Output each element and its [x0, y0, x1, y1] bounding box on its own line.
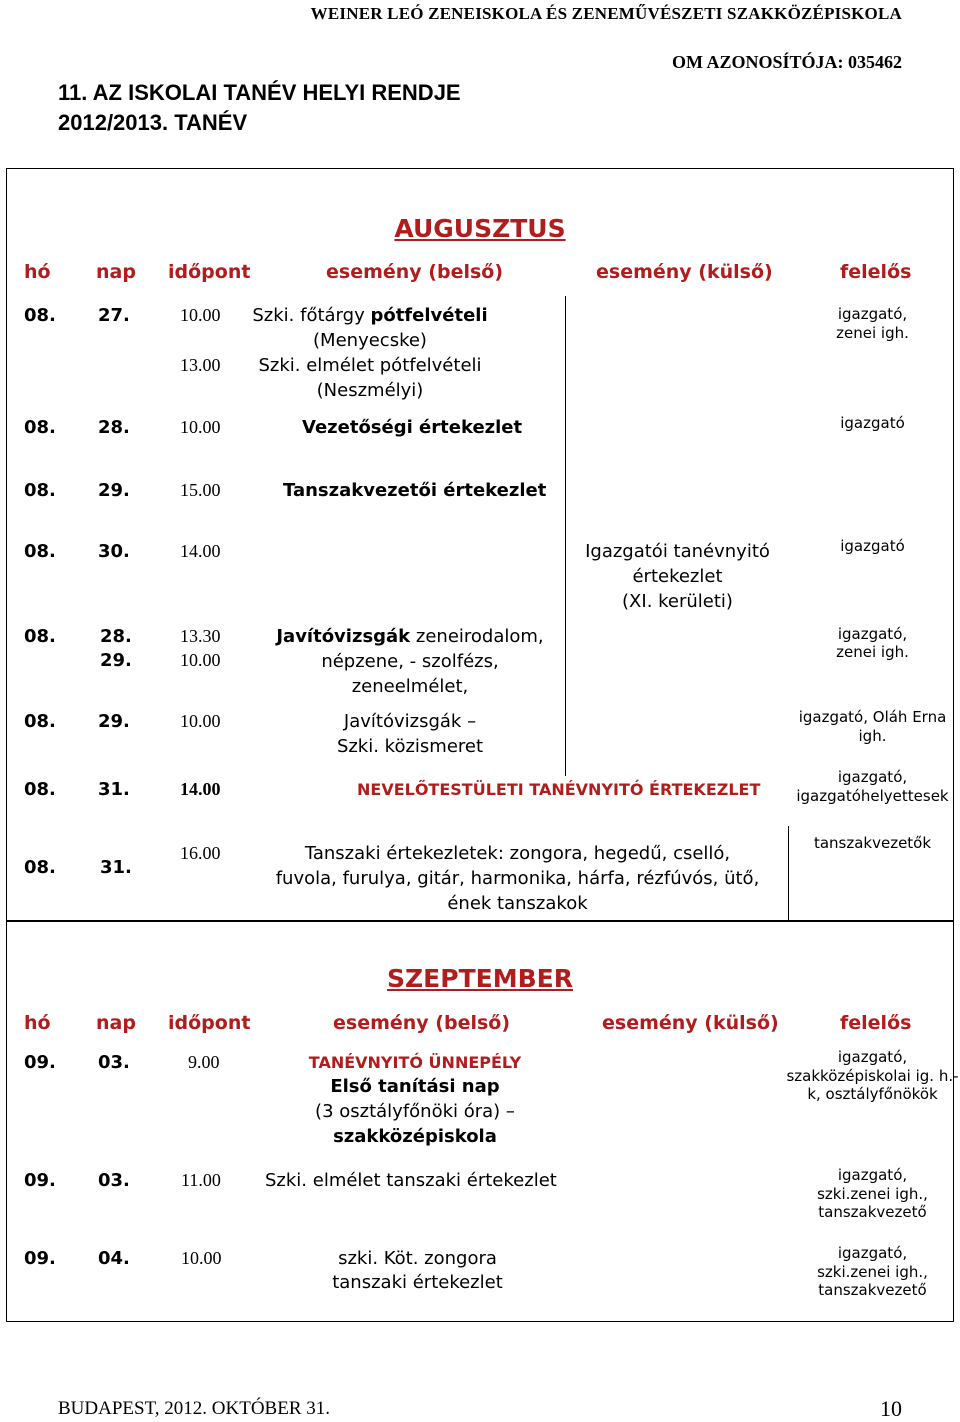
- cell-belso: [250, 303, 490, 328]
- cell-belso: zeneelmélet,: [351, 676, 469, 697]
- cell-felelos: igazgató,: [837, 1166, 908, 1184]
- cell-ho: 08.: [24, 779, 56, 800]
- cell-ho: 08.: [24, 417, 56, 438]
- cell-felelos: igazgató,: [837, 305, 908, 323]
- cell-belso: (3 osztályfőnöki óra) –: [315, 1101, 515, 1122]
- cell-ido: 15.00: [180, 480, 221, 500]
- cell-nap: 29.: [98, 480, 130, 501]
- cell-text: zeneirodalom,: [410, 626, 544, 647]
- cell-ho: 08.: [24, 626, 56, 647]
- cell-nap: 29.: [98, 711, 130, 732]
- col-header-ho: hó: [24, 261, 51, 283]
- col-header-felelos: felelős: [840, 1012, 912, 1034]
- cell-felelos: igh.: [858, 727, 887, 745]
- cell-belso: Első tanítási nap: [330, 1076, 500, 1097]
- cell-felelos: szki.zenei igh.,: [817, 1185, 928, 1203]
- col-header-felelos: felelős: [840, 261, 912, 283]
- column-divider: [565, 296, 566, 776]
- cell-kulso: Igazgatói tanévnyitó: [585, 541, 770, 562]
- cell-ido: 11.00: [181, 1170, 221, 1190]
- cell-nap: 28.: [100, 626, 132, 647]
- cell-ho: 09.: [24, 1052, 56, 1073]
- cell-felelos: tanszakvezető: [818, 1281, 927, 1299]
- cell-nap: 31.: [98, 779, 130, 800]
- cell-belso: TANÉVNYITÓ ÜNNEPÉLY: [308, 1053, 522, 1072]
- cell-belso: Tanszakvezetői értekezlet: [283, 480, 547, 501]
- cell-felelos: szakközépiskolai ig. h.-: [786, 1067, 959, 1085]
- cell-ho: 08.: [24, 541, 56, 562]
- cell-felelos: igazgató, Oláh Erna: [798, 708, 947, 726]
- cell-nap: 27.: [98, 305, 130, 326]
- col-header-belso: esemény (belső): [333, 1012, 511, 1034]
- cell-ido: 10.00: [181, 1248, 222, 1268]
- cell-nap: 31.: [100, 857, 132, 878]
- cell-felelos: igazgató: [840, 537, 905, 555]
- cell-nap: 03.: [98, 1052, 130, 1073]
- cell-ido: 13.00: [180, 355, 221, 375]
- cell-belso: népzene, - szolfézs,: [321, 651, 499, 672]
- cell-felelos: zenei igh.: [836, 324, 909, 342]
- cell-belso: Szki. elmélet tanszaki értekezlet: [265, 1170, 557, 1191]
- cell-nap: 29.: [100, 650, 132, 671]
- cell-nap: 30.: [98, 541, 130, 562]
- cell-kulso: értekezlet: [632, 566, 723, 587]
- page-subtitle: 2012/2013. TANÉV: [58, 110, 248, 135]
- cell-ho: 09.: [24, 1170, 56, 1191]
- cell-belso: Szki. közismeret: [336, 736, 484, 757]
- col-header-nap: nap: [96, 1012, 136, 1034]
- cell-belso: szakközépiskola: [333, 1126, 497, 1147]
- cell-belso: Vezetőségi értekezlet: [302, 417, 523, 438]
- om-id: [672, 52, 902, 73]
- page-number: 10: [880, 1396, 902, 1421]
- cell-belso: (Neszmélyi): [316, 380, 424, 401]
- cell-felelos: igazgató,: [837, 625, 908, 643]
- cell-ido: 14.00: [180, 779, 221, 799]
- cell-kulso: (XI. kerületi): [622, 591, 733, 612]
- cell-belso: Tanszaki értekezletek: zongora, hegedű, cselló,: [304, 843, 731, 864]
- cell-belso: tanszaki értekezlet: [332, 1272, 503, 1293]
- month-title-august: AUGUSZTUS: [394, 214, 566, 243]
- om-label: OM AZONOSÍTÓJA:: [671, 52, 844, 72]
- school-name: WEINER LEÓ ZENEISKOLA ÉS ZENEMŰVÉSZETI SZAKKÖZÉPISKOLA: [310, 4, 902, 23]
- cell-felelos: k, osztályfőnökök: [807, 1085, 938, 1103]
- footer-text: BUDAPEST, 2012. OKTÓBER 31.: [58, 1398, 330, 1419]
- cell-ho: 08.: [24, 711, 56, 732]
- cell-belso: NEVELŐTESTÜLETI TANÉVNYITÓ ÉRTEKEZLET: [357, 780, 761, 799]
- cell-belso: ének tanszakok: [447, 893, 588, 914]
- col-header-idopont: időpont: [168, 261, 251, 283]
- om-number: 035462: [848, 52, 902, 72]
- cell-ido: 13.30: [180, 626, 221, 646]
- col-header-ho: hó: [24, 1012, 51, 1034]
- col-header-kulso: esemény (külső): [602, 1012, 779, 1034]
- cell-ido: 14.00: [180, 541, 221, 561]
- col-header-kulso: esemény (külső): [596, 261, 773, 283]
- cell-nap: 28.: [98, 417, 130, 438]
- cell-ho: 09.: [24, 1248, 56, 1269]
- cell-belso: (Menyecske): [313, 330, 427, 351]
- col-header-idopont: időpont: [168, 1012, 251, 1034]
- cell-ho: 08.: [24, 480, 56, 501]
- cell-nap: 03.: [98, 1170, 130, 1191]
- cell-ido: 9.00: [188, 1052, 220, 1072]
- col-header-nap: nap: [96, 261, 136, 283]
- cell-felelos: zenei igh.: [836, 643, 909, 661]
- cell-ido: 16.00: [180, 843, 221, 863]
- cell-felelos: igazgatóhelyettesek: [796, 787, 949, 805]
- page-title: 11. AZ ISKOLAI TANÉV HELYI RENDJE: [58, 80, 461, 105]
- cell-text-bold: pótfelvételi: [370, 305, 488, 326]
- month-title-september: SZEPTEMBER: [387, 964, 573, 993]
- cell-text-bold: Javítóvizsgák: [276, 626, 411, 647]
- cell-felelos: igazgató,: [837, 1244, 908, 1262]
- cell-ido: 10.00: [180, 417, 221, 437]
- col-header-belso: esemény (belső): [326, 261, 504, 283]
- cell-felelos: igazgató: [840, 414, 905, 432]
- cell-ho: 08.: [24, 305, 56, 326]
- cell-belso: Javítóvizsgák –: [343, 711, 477, 732]
- cell-belso: szki. Köt. zongora: [338, 1248, 497, 1269]
- cell-belso: [260, 624, 560, 649]
- cell-nap: 04.: [98, 1248, 130, 1269]
- cell-ho: 08.: [24, 857, 56, 878]
- footer-location-date: [58, 1398, 330, 1420]
- cell-belso: Szki. elmélet pótfelvételi: [258, 355, 482, 376]
- cell-belso: fuvola, furulya, gitár, harmonika, hárfa, rézfúvós, ütő,: [275, 868, 760, 889]
- cell-felelos: igazgató,: [837, 1048, 908, 1066]
- cell-felelos: tanszakvezető: [818, 1203, 927, 1221]
- cell-felelos: tanszakvezetők: [813, 834, 932, 852]
- cell-ido: 10.00: [180, 305, 221, 325]
- cell-text: Szki. főtárgy: [252, 305, 371, 326]
- cell-ido: 10.00: [180, 650, 221, 670]
- cell-felelos: szki.zenei igh.,: [817, 1263, 928, 1281]
- cell-ido: 10.00: [180, 711, 221, 731]
- cell-felelos: igazgató,: [837, 768, 908, 786]
- column-divider: [788, 826, 789, 920]
